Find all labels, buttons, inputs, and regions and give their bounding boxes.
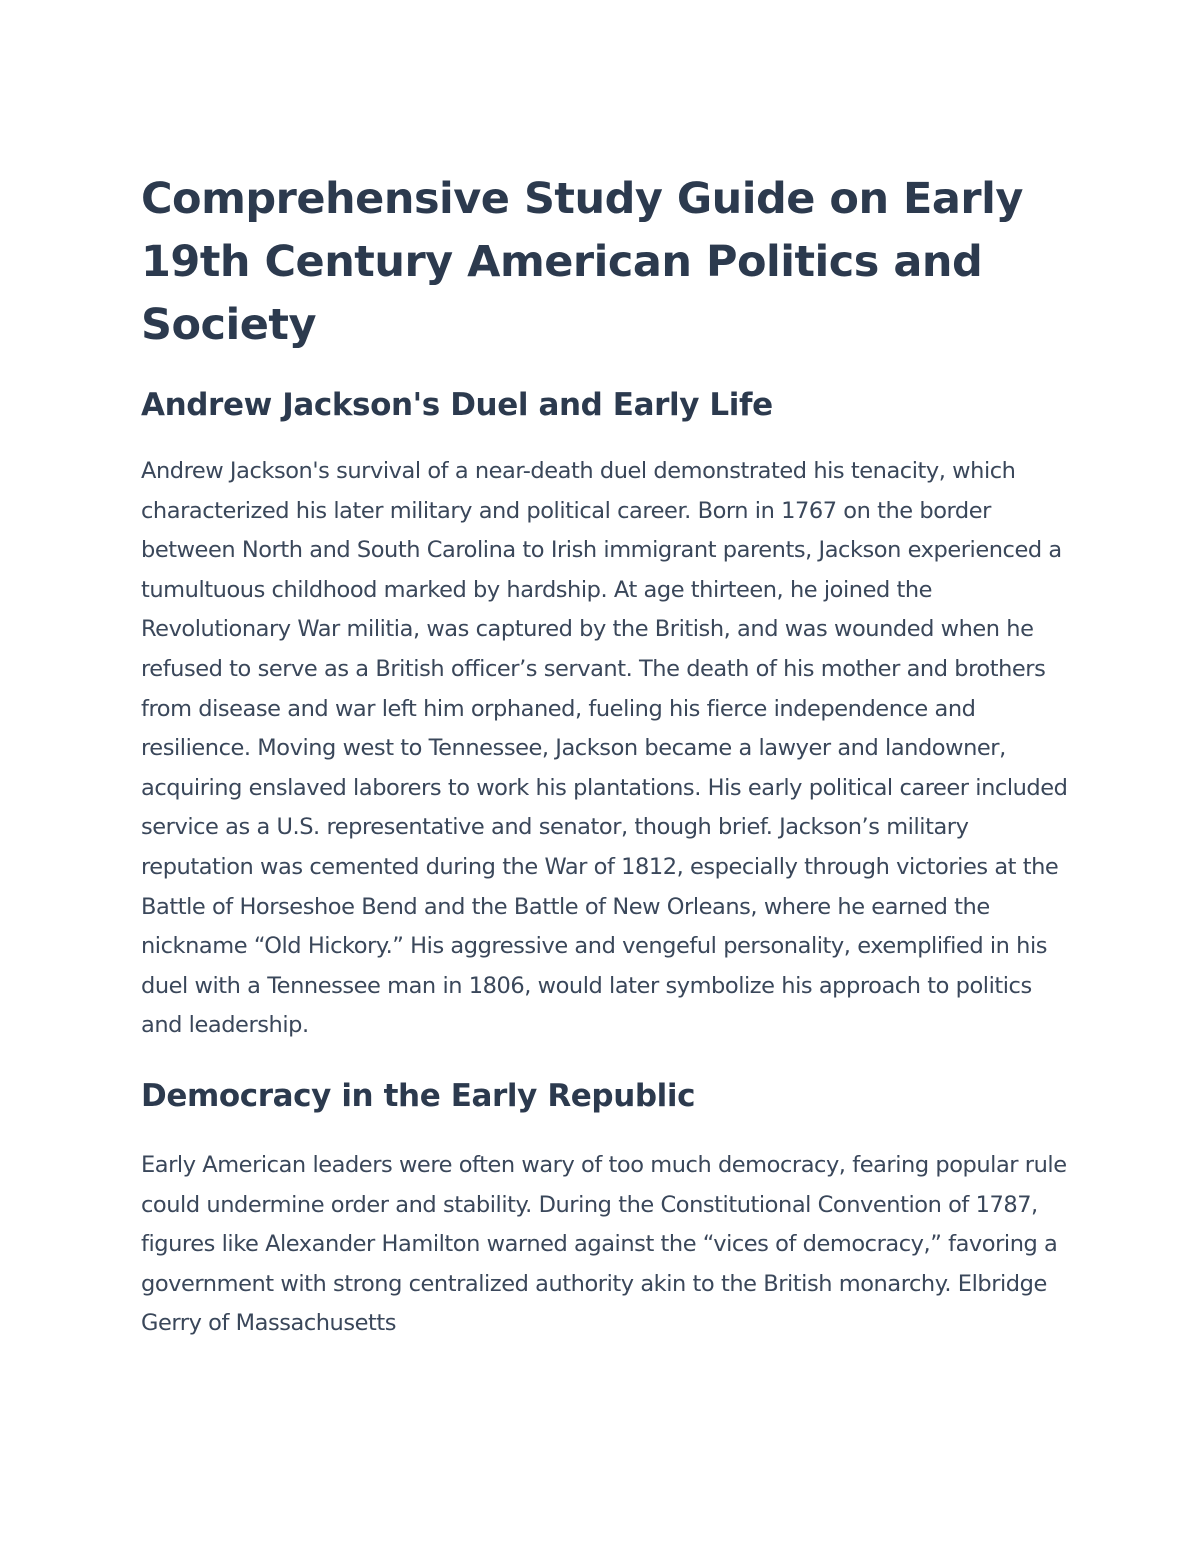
section-heading-democracy: Democracy in the Early Republic (141, 1077, 696, 1114)
document-page (141, 168, 1071, 1344)
section-body-democracy: Early American leaders were often wary of too much democracy, fearing popular rule could undermine order and stability. During the Constitutional Convention of 1787, figures like Alexander Hamilton warned against the “vices of democracy,” favoring a government with strong centralized authority akin to the British monarchy. Elbridge Gerry of Massachusetts (141, 1151, 1067, 1337)
document-title: Comprehensive Study Guide on Early 19th Century American Politics and Society (141, 174, 1023, 350)
section-body-jackson: Andrew Jackson's survival of a near-death duel demonstrated his tenacity, which characterized his later military and political career. Born in 1767 on the border between North and South Carolina to Irish immigrant parents, Jackson experienced a tumultuous childhood marked by hardship. At age thirteen, he joined the Revolutionary War militia, was captured by the British, and was wounded when he refused to serve as a British officer’s servant. The death of his mother and brothers from disease and war left him orphaned, fueling his fierce independence and resilience. Moving west to Tennessee, Jackson became a lawyer and landowner, acquiring enslaved laborers to work his plantations. His early political career included service as a U.S. representative and senator, though brief. Jackson’s military reputation was cemented during the War of 1812, especially through victories at the Battle of Horseshoe Bend and the Battle of New Orleans, where he earned the nickname “Old Hickory.” His aggressive and vengeful personality, exemplified in his duel with a Tennessee man in 1806, would later symbolize his approach to politics and leadership. (141, 458, 1068, 1039)
section-heading-jackson: Andrew Jackson's Duel and Early Life (141, 387, 773, 423)
